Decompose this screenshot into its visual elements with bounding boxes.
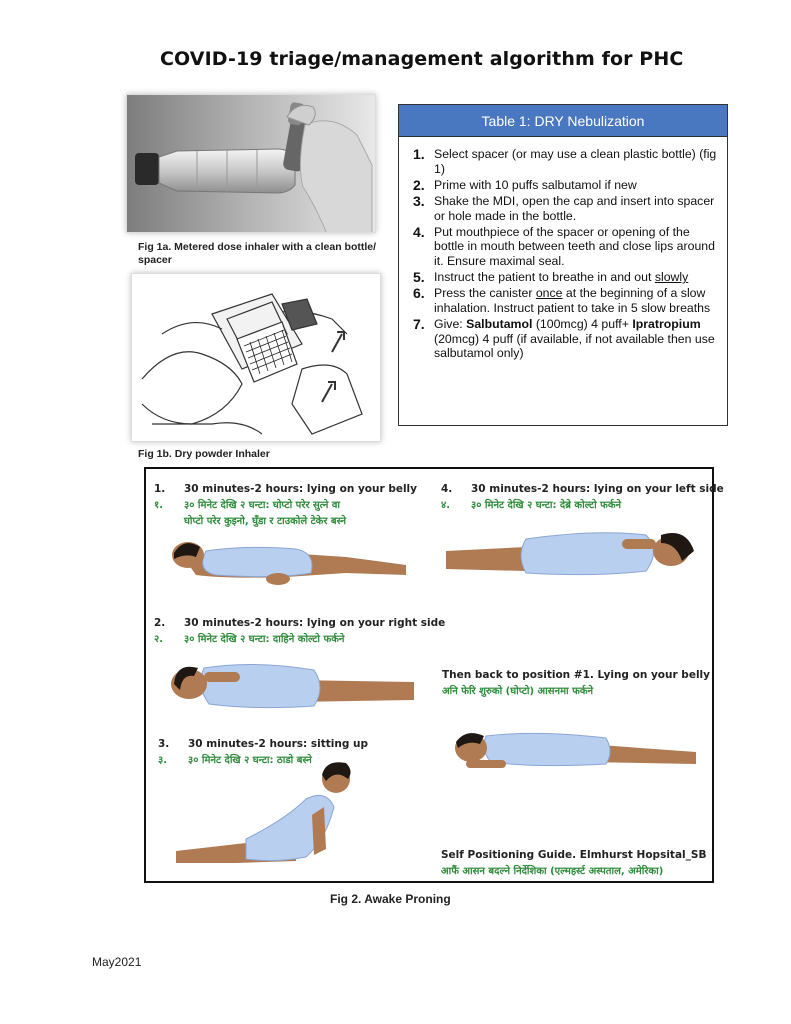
back-to-position-1-text: Then back to position #1. Lying on your belly अनि फेरि शुरुको (घोप्टो) आसनमा फर्कने — [442, 669, 710, 697]
sitting-up-illustration — [176, 759, 376, 871]
step-number: 4. — [413, 223, 425, 240]
awake-proning-figure — [144, 467, 724, 883]
fig2-caption: Fig 2. Awake Proning — [330, 892, 451, 906]
fig1b-caption: Fig 1b. Dry powder Inhaler — [138, 448, 270, 460]
inhaler-bottle-photo — [126, 94, 376, 233]
step-text: Select spacer (or may use a clean plastic bottle) (fig 1) — [434, 147, 717, 176]
step-text: Instruct the patient to breathe in and out slowly — [434, 270, 689, 285]
page-title: COVID-19 triage/management algorithm for PHC — [160, 48, 684, 70]
drug-name: Ipratropium — [632, 317, 701, 332]
dry-nebulization-table — [398, 104, 728, 426]
list-item — [413, 178, 717, 193]
step-text: Give: Salbutamol (100mcg) 4 puff+ Ipratropium (20mcg) 4 puff (if available, if not available then use salbutamol only) — [434, 317, 715, 361]
footer-date: May2021 — [92, 955, 142, 969]
step-number: 3. — [413, 192, 425, 209]
position-4-text: 4. 30 minutes-2 hours: lying on your left side ४. ३० मिनेट देखि २ घन्टा: देब्रे कोल्टो फर्कने — [441, 483, 724, 511]
step-number: 2. — [413, 176, 425, 193]
step-text: Shake the MDI, open the cap and insert into spacer or hole made in the bottle. — [434, 193, 715, 223]
list-item — [413, 147, 717, 176]
list-item — [413, 194, 717, 223]
position-3-text: 3. 30 minutes-2 hours: sitting up ३. ३० मिनेट देखि २ घन्टा: ठाडो बस्ने — [158, 738, 369, 766]
positioning-guide-credit: Self Positioning Guide. Elmhurst Hopsital_SB आफैं आसन बदल्ने निर्देशिका (एल्महर्स्ट अस्पताल, अमेरिका) — [441, 849, 707, 877]
table-header: Table 1: DRY Nebulization — [399, 105, 727, 137]
back-to-belly-illustration — [446, 724, 701, 776]
step-number: 5. — [413, 269, 425, 286]
lying-on-right-side-illustration — [164, 654, 419, 716]
list-item — [413, 225, 717, 269]
drug-name: Salbutamol — [466, 317, 533, 332]
step-number: 6. — [413, 285, 425, 302]
step-text: Prime with 10 puffs salbutamol if new — [434, 177, 637, 192]
step-number: 7. — [413, 316, 425, 333]
fig1a-caption: Fig 1a. Metered dose inhaler with a clean bottle/ spacer — [138, 241, 377, 266]
list-item — [413, 317, 717, 361]
step-text: Put mouthpiece of the spacer or opening of the bottle in mouth between teeth and close lips around it. Ensure maximal seal. — [434, 224, 715, 268]
position-1-text: 1. 30 minutes-2 hours: lying on your belly १. ३० मिनेट देखि २ घन्टा: घोप्टो परेर सुत्ने वा घोप्टो परेर कुइनो, घुँडा र टाउकोले टेकेर बस्ने — [154, 483, 417, 527]
steps-list — [399, 137, 727, 361]
underlined-text: once — [535, 286, 563, 301]
position-2-text: 2. 30 minutes-2 hours: lying on your right side २. ३० मिनेट देखि २ घन्टा: दाहिने कोल्टो फर्कने — [154, 617, 446, 645]
step-text: Press the canister once at the beginning of a slow inhalation. Instruct patient to take in 5 slow breaths — [434, 286, 711, 315]
lying-on-belly-illustration — [166, 531, 416, 591]
list-item — [413, 286, 717, 315]
dry-powder-inhaler-drawing — [131, 273, 381, 442]
lying-on-left-side-illustration — [446, 521, 701, 583]
list-item — [413, 270, 717, 285]
underlined-text: slowly — [654, 270, 689, 285]
step-number: 1. — [413, 146, 425, 162]
